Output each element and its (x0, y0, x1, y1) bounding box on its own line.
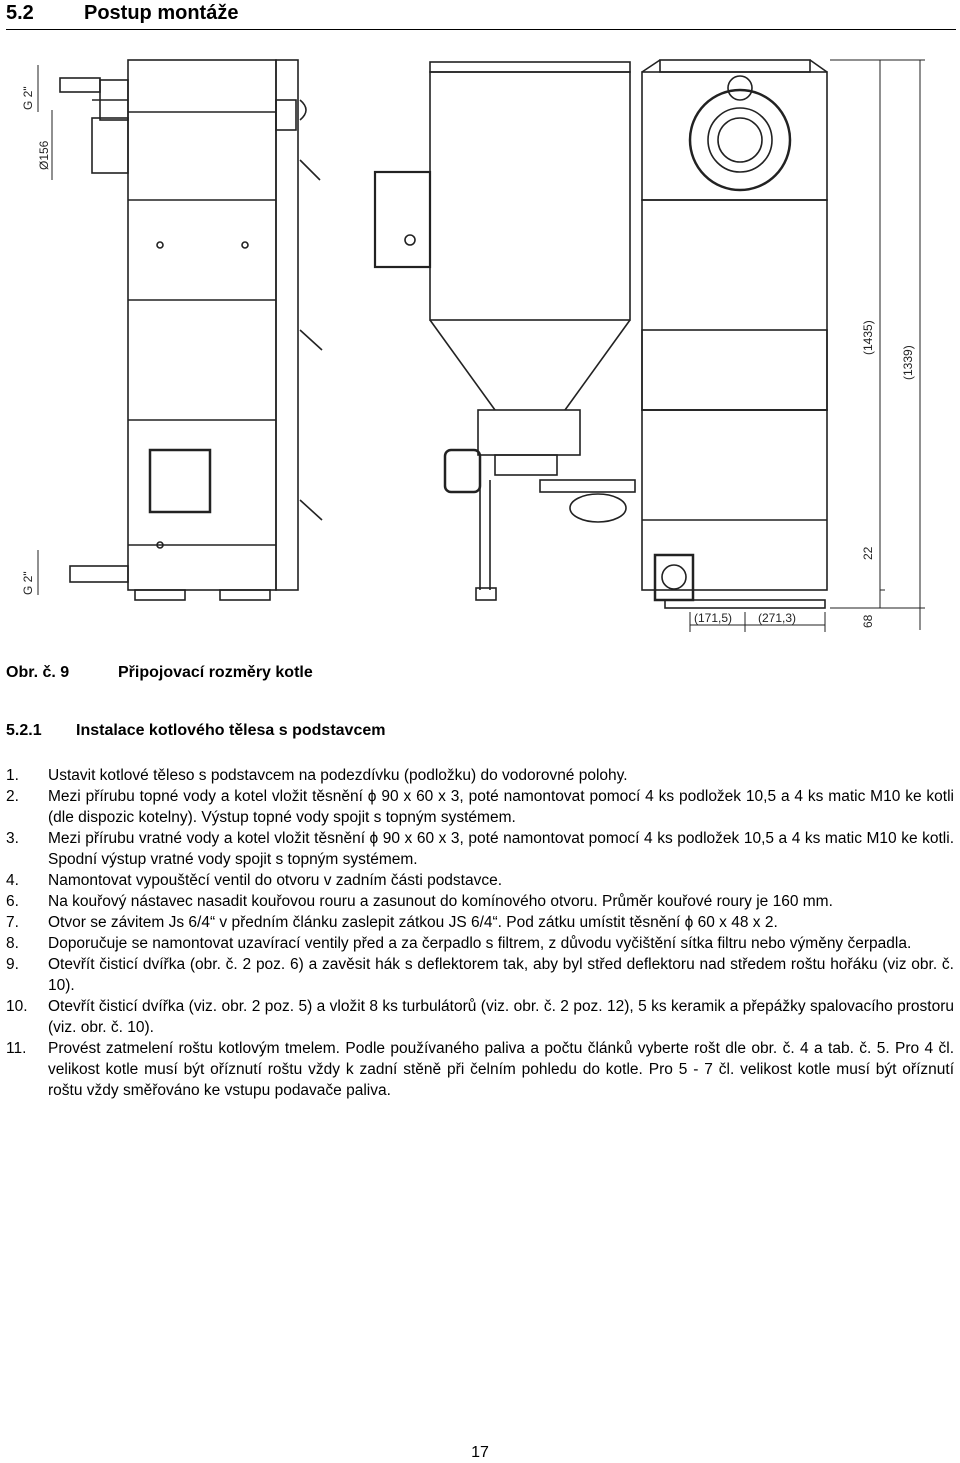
dim-22: 22 (861, 546, 875, 560)
list-item (6, 912, 954, 933)
dim-d156: Ø156 (37, 140, 51, 170)
step-number: 11. (6, 1040, 27, 1057)
subsection-title: Instalace kotlového tělesa s podstavcem (76, 722, 386, 739)
boiler-front-view (642, 60, 827, 608)
step-number: 4. (6, 872, 19, 889)
figure-label: Obr. č. 9 (6, 664, 70, 681)
step-text: Ustavit kotlové těleso s podstavcem na podezdívku (podložku) do vodorovné polohy. (48, 767, 628, 784)
step-number: 3. (6, 830, 19, 847)
section-title: Postup montáže (84, 2, 239, 24)
section-number: 5.2 (6, 2, 34, 24)
step-number: 7. (6, 914, 19, 931)
dim-1339: (1339) (901, 345, 915, 380)
step-text: Provést zatmelení roštu kotlovým tmelem. Podle používaného paliva a počtu článků vyberte rošt dle obr. č. 4 a tab. č. 5. Pro 4 čl. velikost kotle musí být oříznutí roštu vždy k zadní stěně při čelním pohledu do kotle. Pro 5 - 7 čl. velikost kotle musí být oříznutí roštu vždy směřováno ke vstupu podavače paliva. (48, 1040, 954, 1099)
hopper-view (375, 62, 635, 600)
step-text: Otevřít čisticí dvířka (obr. č. 2 poz. 6) a zavěsit hák s deflektorem tak, aby byl střed deflektoru nad středem roštu hořáku (viz obr. č. 10). (48, 956, 954, 994)
step-text: Doporučuje se namontovat uzavírací ventily před a za čerpadlo s filtrem, z důvodu vyčištění sítka filtru nebo výměny čerpadla. (48, 935, 912, 952)
dim-1435: (1435) (861, 320, 875, 355)
list-item (6, 996, 954, 1038)
list-item (6, 1038, 954, 1101)
step-number: 10. (6, 998, 28, 1015)
dim-g2-top: G 2" (21, 86, 35, 110)
step-text: Otvor se závitem Js 6/4“ v předním článku zaslepit zátkou JS 6/4“. Pod zátku umístit těsnění ϕ 60 x 48 x 2. (48, 914, 778, 931)
dim-68: 68 (861, 614, 875, 628)
figure-title: Připojovací rozměry kotle (118, 664, 313, 681)
dim-271-3: (271,3) (758, 611, 797, 625)
step-text: Otevřít čisticí dvířka (viz. obr. 2 poz. 5) a vložit 8 ks turbulátorů (viz. obr. č. 2 poz. 12), 5 ks keramik a přepážky spalovacího prostoru (viz. obr. č. 10). (48, 998, 954, 1036)
page-number: 17 (471, 1444, 489, 1461)
step-number: 2. (6, 788, 19, 805)
list-item (6, 786, 954, 828)
boiler-technical-drawing (0, 40, 960, 650)
right-dimensions (690, 60, 925, 632)
step-number: 1. (6, 767, 19, 784)
step-number: 8. (6, 935, 19, 952)
list-item (6, 870, 954, 891)
dim-171-5: (171,5) (694, 611, 733, 625)
list-item (6, 765, 954, 786)
step-number: 6. (6, 893, 19, 910)
header-rule (6, 29, 956, 30)
boiler-side-view (60, 60, 322, 600)
list-item (6, 828, 954, 870)
dim-g2-bottom: G 2" (21, 571, 35, 595)
step-number: 9. (6, 956, 19, 973)
step-text: Mezi přírubu topné vody a kotel vložit těsnění ϕ 90 x 60 x 3, poté namontovat pomocí 4 ks podložek 10,5 a 4 ks matic M10 ke kotli (dle dispozic kotelny). Výstup topné vody spojit s topným systémem. (48, 788, 954, 826)
subsection-number: 5.2.1 (6, 722, 42, 739)
step-text: Namontovat vypouštěcí ventil do otvoru v zadním části podstavce. (48, 872, 503, 889)
list-item (6, 954, 954, 996)
step-text: Na kouřový nástavec nasadit kouřovou rouru a zasunout do komínového otvoru. Průměr kouřové roury je 160 mm. (48, 893, 833, 910)
step-text: Mezi přírubu vratné vody a kotel vložit těsnění ϕ 90 x 60 x 3, poté namontovat pomocí 4 ks podložek 10,5 a 4 ks matic M10 ke kotli. Spodní výstup vratné vody spojit s topným systémem. (48, 830, 954, 868)
subsection-heading (6, 722, 386, 740)
section-header (6, 0, 956, 30)
figure-caption (6, 664, 313, 682)
list-item (6, 933, 954, 954)
list-item (6, 891, 954, 912)
installation-steps (6, 765, 954, 1101)
